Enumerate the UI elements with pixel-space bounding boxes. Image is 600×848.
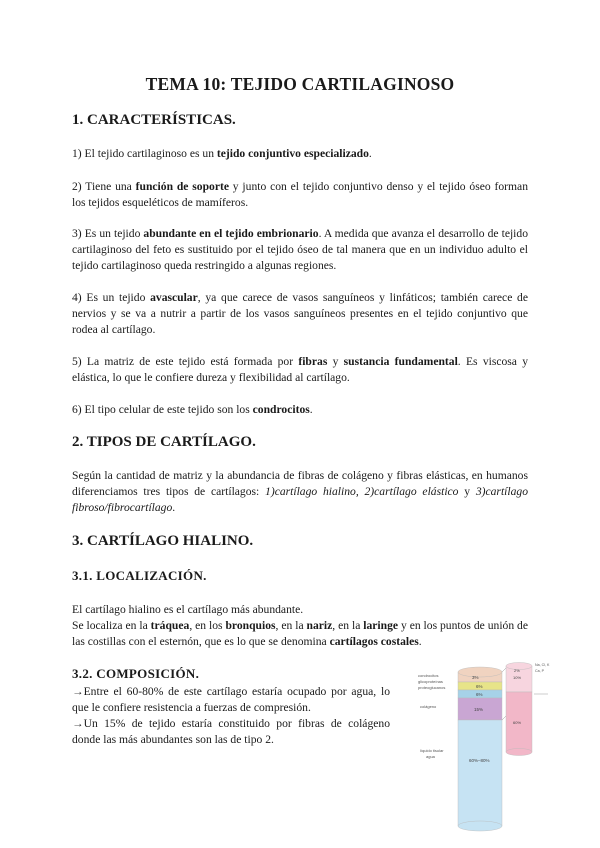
left-column	[458, 667, 502, 831]
section-heading-tipos: 2. TIPOS DE CARTÍLAGO.	[72, 434, 256, 450]
segment-label-cells: 3%	[472, 675, 479, 680]
composition-diagram	[416, 650, 552, 840]
segment-label-glyco: 6%	[476, 684, 483, 689]
paragraph-composicion-2: →Un 15% de tejido estaría constituido por fibras de colágeno donde las más abundantes son las de tipo 2.	[72, 717, 390, 746]
column-top	[458, 667, 502, 677]
paragraph-1: 1) El tejido cartilaginoso es un tejido conjuntivo especializado.	[72, 147, 372, 160]
section-heading-hialino: 3. CARTÍLAGO HIALINO.	[72, 533, 254, 549]
segment-label-pink-2: 10%	[513, 675, 522, 680]
label-na-cl-k: Na, Cl, K	[535, 663, 550, 667]
paragraph-composicion-1: →Entre el 60-80% de este cartílago estaría ocupado por agua, lo que le confiere resistencia a fuerzas de compresión.	[72, 685, 390, 714]
paragraph-4: 4) Es un tejido avascular, ya que carece de vasos sanguíneos y linfáticos; también carece de nervios y se va a nutrir a partir de los vasos sanguíneos presentes en el tejido conjuntivo que rodea al cartílago.	[72, 291, 528, 336]
paragraph-tipos: Según la cantidad de matriz y la abundancia de fibras de colágeno y fibras elásticas, en humanos diferenciamos tres tipos de cartílagos: 1)cartílago hialino, 2)cartílago elástico y 3)cartílago fibroso/fibrocartílago.	[72, 469, 528, 514]
segment-label-pink-3: 60%	[513, 720, 522, 725]
paragraph-6: 6) El tipo celular de este tejido son los condrocitos.	[72, 403, 313, 416]
label-agua: agua	[426, 754, 435, 759]
label-glicoproteinas: glicoproteínas	[418, 679, 443, 684]
segment-label-proteo: 6%	[476, 692, 483, 697]
right-column	[506, 663, 532, 756]
paragraph-2: 2) Tiene una función de soporte y junto con el tejido conjuntivo denso y el tejido óseo forman los tejidos esqueléticos de mamíferos.	[72, 180, 528, 209]
right-column-bottom	[506, 749, 532, 756]
subsection-heading-localizacion: 3.1. LOCALIZACIÓN.	[72, 568, 207, 583]
label-colageno: colágeno	[420, 704, 437, 709]
label-condrocitos: condrocitos	[418, 673, 439, 678]
paragraph-5: 5) La matriz de este tejido está formada por fibras y sustancia fundamental. Es viscosa y elástica, lo que le confiere dureza y flexibilidad al cartílago.	[72, 355, 529, 384]
label-proteoglucanos: proteoglucanos	[418, 685, 446, 690]
label-liquido-tisular: líquido tisular	[420, 748, 444, 753]
composition-figure	[416, 650, 552, 840]
subsection-heading-composicion: 3.2. COMPOSICIÓN.	[72, 666, 200, 681]
section-heading-caracteristicas: 1. CARACTERÍSTICAS.	[72, 112, 236, 128]
segment-label-water: 60%–80%	[469, 758, 490, 763]
paragraph-localizacion-1: El cartílago hialino es el cartílago más abundante.	[72, 603, 304, 616]
page-title: TEMA 10: TEJIDO CARTILAGINOSO	[145, 74, 455, 94]
segment-label-collagen: 15%	[474, 707, 484, 712]
segment-label-pink-1: 2%	[514, 668, 520, 673]
segment-water	[458, 720, 502, 826]
paragraph-localizacion-2: Se localiza en la tráquea, en los bronquios, en la nariz, en la laringe y en los puntos de unión de las costillas con el esternón, que es lo que se denomina cartílagos costales.	[72, 619, 529, 648]
paragraph-3: 3) Es un tejido abundante en el tejido embrionario. A medida que avanza el desarrollo de tejido cartilaginoso del feto es sustituido por el tejido óseo de tal manera que en un individuo adulto el tejido cartilaginoso queda restringido a algunas regiones.	[72, 227, 529, 272]
label-ca-p: Ca, P	[535, 669, 544, 673]
column-bottom	[458, 821, 502, 831]
